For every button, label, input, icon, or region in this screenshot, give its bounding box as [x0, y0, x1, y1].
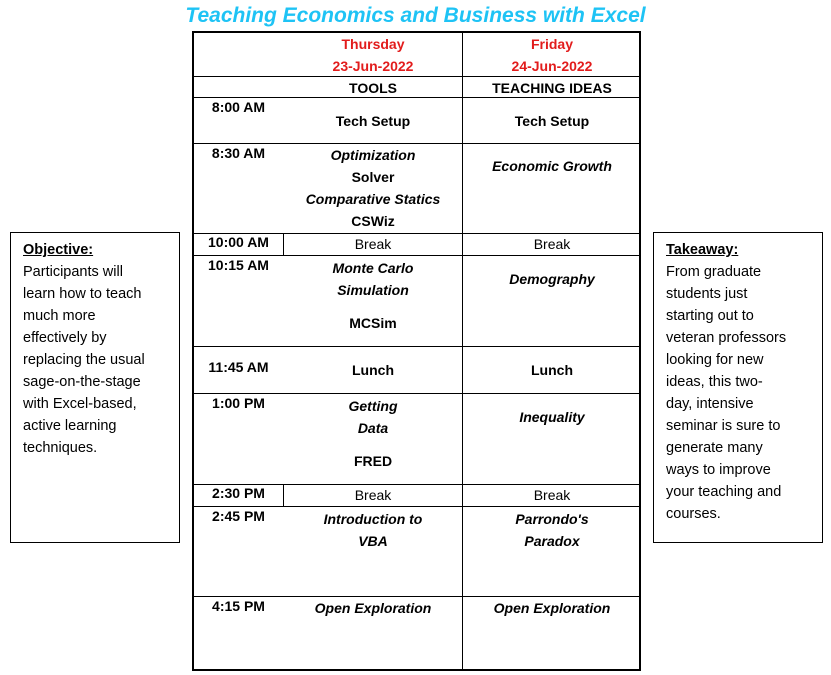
session-thu: Optimization Solver Comparative Statics CSWiz [305, 147, 441, 229]
session-thu: Getting Data FRED [348, 398, 398, 469]
session-fri: Break [533, 236, 571, 252]
session-fri: Break [533, 487, 571, 503]
objective-line: effectively by [23, 330, 107, 346]
session-thu: Open Exploration [314, 600, 432, 616]
objective-line: with Excel-based, [23, 396, 137, 412]
time-label: 11:45 AM [208, 359, 269, 375]
session-thu: Monte Carlo Simulation MCSim [332, 260, 414, 331]
takeaway-line: day, intensive [666, 396, 754, 412]
objective-line: learn how to teach [23, 286, 142, 302]
time-label: 10:00 AM [208, 234, 269, 250]
takeaway-line: looking for new [666, 352, 764, 368]
theme-teaching-ideas: TEACHING IDEAS [492, 80, 612, 96]
row-divider [194, 506, 639, 507]
session-fri: Demography [509, 271, 595, 287]
takeaway-line: veteran professors [666, 330, 787, 346]
takeaway-line: seminar is sure to [666, 418, 781, 434]
session-thu: Lunch [352, 362, 394, 378]
row-divider [194, 346, 639, 347]
session-fri: Open Exploration [493, 600, 611, 616]
takeaway-line: starting out to [666, 308, 754, 324]
session-thu: Break [354, 236, 392, 252]
objective-line: techniques. [23, 440, 98, 456]
session-fri: Economic Growth [492, 158, 612, 174]
time-label: 2:30 PM [212, 485, 265, 501]
objective-line: Participants will [23, 264, 123, 280]
theme-tools: TOOLS [349, 80, 397, 96]
session-fri: Inequality [519, 409, 585, 425]
takeaway-line: ways to improve [666, 462, 771, 478]
session-fri: Tech Setup [514, 113, 590, 129]
row-divider [194, 255, 639, 256]
objective-line: replacing the usual [23, 352, 145, 368]
time-label: 4:15 PM [212, 598, 265, 614]
takeaway-line: ideas, this two- [666, 374, 763, 390]
time-label: 2:45 PM [212, 508, 265, 524]
day-header-thursday: Thursday 23-Jun-2022 [332, 36, 414, 74]
takeaway-line: your teaching and [666, 484, 782, 500]
takeaway-line: From graduate [666, 264, 762, 280]
takeaway-line: students just [666, 286, 748, 302]
session-thu: Tech Setup [335, 113, 411, 129]
takeaway-box [653, 232, 823, 543]
time-label: 8:00 AM [211, 99, 266, 115]
objective-line: much more [23, 308, 96, 324]
schedule-table [192, 31, 641, 671]
takeaway-heading: Takeaway: [666, 242, 739, 258]
time-label: 8:30 AM [211, 145, 266, 161]
objective-line: active learning [23, 418, 117, 434]
objective-heading: Objective: [23, 242, 94, 258]
objective-line: sage-on-the-stage [23, 374, 141, 390]
page-title: Teaching Economics and Business with Excel [185, 4, 646, 27]
takeaway-line: courses. [666, 506, 721, 522]
day-header-friday: Friday 24-Jun-2022 [511, 36, 593, 74]
time-label: 10:15 AM [208, 257, 269, 273]
session-fri: Lunch [531, 362, 573, 378]
objective-box [10, 232, 180, 543]
session-fri: Parrondo's Paradox [515, 511, 589, 549]
row-divider [194, 393, 639, 394]
session-thu: Introduction to VBA [323, 511, 423, 549]
session-thu: Break [354, 487, 392, 503]
time-label: 1:00 PM [212, 395, 265, 411]
takeaway-line: generate many [666, 440, 763, 456]
